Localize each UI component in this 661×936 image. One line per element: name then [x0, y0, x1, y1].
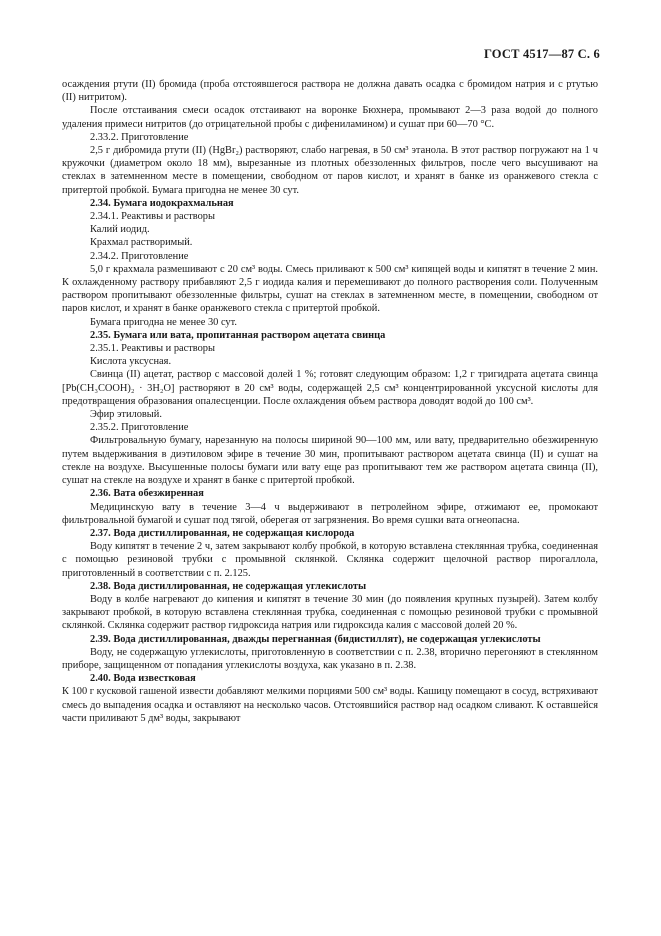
section-heading: 2.35. Бумага или вата, пропитанная раствором ацетата свинца: [90, 329, 386, 341]
section-heading: 2.37. Вода дистиллированная, не содержащая кислорода: [90, 527, 355, 539]
paragraph: Воду, не содержащую углекислоты, приготовленную в соответствии с п. 2.38, вторично перегоняют в стеклянном приборе, защищенном от попадания углекислоты воздуха, как указано в п. 2.38.: [62, 646, 598, 671]
paragraph: 2.35.2. Приготовление: [90, 422, 189, 434]
paragraph: Воду кипятят в течение 2 ч, затем закрывают колбу пробкой, в которую вставлена стеклянная трубка, соединенная с помощью резиновой трубки с промывной склянкой. Склянка содержит щелочной раствор пирогаллола, приготовленный в соответствии с п. 2.125.: [62, 541, 598, 579]
paragraph: 2.34.2. Приготовление: [90, 250, 189, 262]
paragraph: осаждения ртути (II) бромида (проба отстоявшегося раствора не должна давать осадка с бромидом натрия и с ртутью (II) нитритом).: [62, 79, 598, 104]
paragraph: 2,5 г дибромида ртути (II) (HgBr₂) растворяют, слабо нагревая, в 50 см³ этанола. В этот раствор погружают на 1 ч кружочки (диаметром около 18 мм), вырезанные из плотных обеззоленных фильтров, после чего высушивают на стеклах в затемненном месте в помещении, свободном от паров кислот, и хранят в банке из оранжевого стекла с притертой пробкой. Бумага пригодна не менее 30 сут.: [62, 145, 598, 196]
paragraph: Кислота уксусная.: [90, 356, 172, 368]
paragraph: Медицинскую вату в течение 3—4 ч выдерживают в петролейном эфире, отжимают ее, промокают фильтровальной бумагой и сушат под тягой, оберегая от загрязнения. Во время сушки вата огнеопасна.: [62, 501, 598, 526]
paragraph: Фильтровальную бумагу, нарезанную на полосы шириной 90—100 мм, или вату, предварительно обезжиренную путем выдерживания в диэтиловом эфире в течение 30 мин, пропитывают раствором ацетата свинца (II) и сушат на стекле на воздухе. Высушенные полосы бумаги или вату еще раз пропитывают тем же раствором ацетата свинца (II), сушат на стекле на воздухе и хранят в банке с притертой пробкой.: [62, 435, 598, 487]
paragraph: После отстаивания смеси осадок отстаивают на воронке Бюхнера, промывают 2—3 раза водой до полного удаления примеси нитритов (до отрицательной пробы с дифениламином) и сушат при 60—70 °С.: [62, 105, 598, 130]
section-heading: 2.39. Вода дистиллированная, дважды перегнанная (бидистиллят), не содержащая углекислоты: [90, 633, 541, 645]
section-heading: 2.34. Бумага иодокрахмальная: [90, 197, 234, 209]
paragraph: 2.35.1. Реактивы и растворы: [90, 343, 215, 355]
paragraph: К 100 г кусковой гашеной извести добавляют мелкими порциями 500 см³ воды. Кашицу помещают в сосуд, встряхивают смесь до выпадения осадка и оставляют на несколько часов. Отстоявшийся раствор над осадком сливают. К оставшейся части приливают 5 дм³ воды, закрывают: [62, 686, 598, 724]
section-heading: 2.40. Вода известковая: [90, 673, 196, 685]
section-heading: 2.38. Вода дистиллированная, не содержащая углекислоты: [90, 580, 367, 592]
section-heading: 2.36. Вата обезжиренная: [90, 488, 204, 500]
paragraph: 5,0 г крахмала размешивают с 20 см³ воды. Смесь приливают к 500 см³ кипящей воды и кипятят в течение 2 мин. К охлажденному раствору прибавляют 2,5 г иодида калия и перемешивают до полного растворения соли. Полученным раствором пропитывают обеззоленные фильтры, сушат на стеклах в затемненном месте, в помещении, свободном от паров кислот, и хранят в банке оранжевого стекла с притертой пробкой.: [62, 263, 598, 315]
paragraph: 2.34.1. Реактивы и растворы: [90, 211, 215, 223]
paragraph: Крахмал растворимый.: [90, 237, 193, 249]
paragraph: Калий иодид.: [90, 224, 150, 236]
paragraph: Бумага пригодна не менее 30 сут.: [90, 316, 237, 328]
page-header: ГОСТ 4517—87 С. 6: [483, 47, 600, 61]
document-body: [62, 78, 598, 725]
paragraph: Воду в колбе нагревают до кипения и кипятят в течение 30 мин (до появления крупных пузырей). Затем колбу закрывают пробкой, в которую вставлена стеклянная трубка, соединенная с помощью резиновой трубки с промывной склянкой. Склянка содержит раствор гидроксида натрия или гидроксида калия с массовой долей 20 %.: [62, 593, 598, 632]
paragraph: Свинца (II) ацетат, раствор с массовой долей 1 %; готовят следующим образом: 1,2 г тригидрата ацетата свинца [Pb(CH₃COOH)₂ · 3H₂O] растворяют в 20 см³ воды, содержащей 2,5 см³ концентрированной уксусной кислоты для предотвращения образования опалесценции. После охлаждения объем раствора доводят водой до 100 см³.: [62, 369, 598, 407]
paragraph: Эфир этиловый.: [90, 409, 162, 421]
paragraph: 2.33.2. Приготовление: [90, 131, 189, 143]
